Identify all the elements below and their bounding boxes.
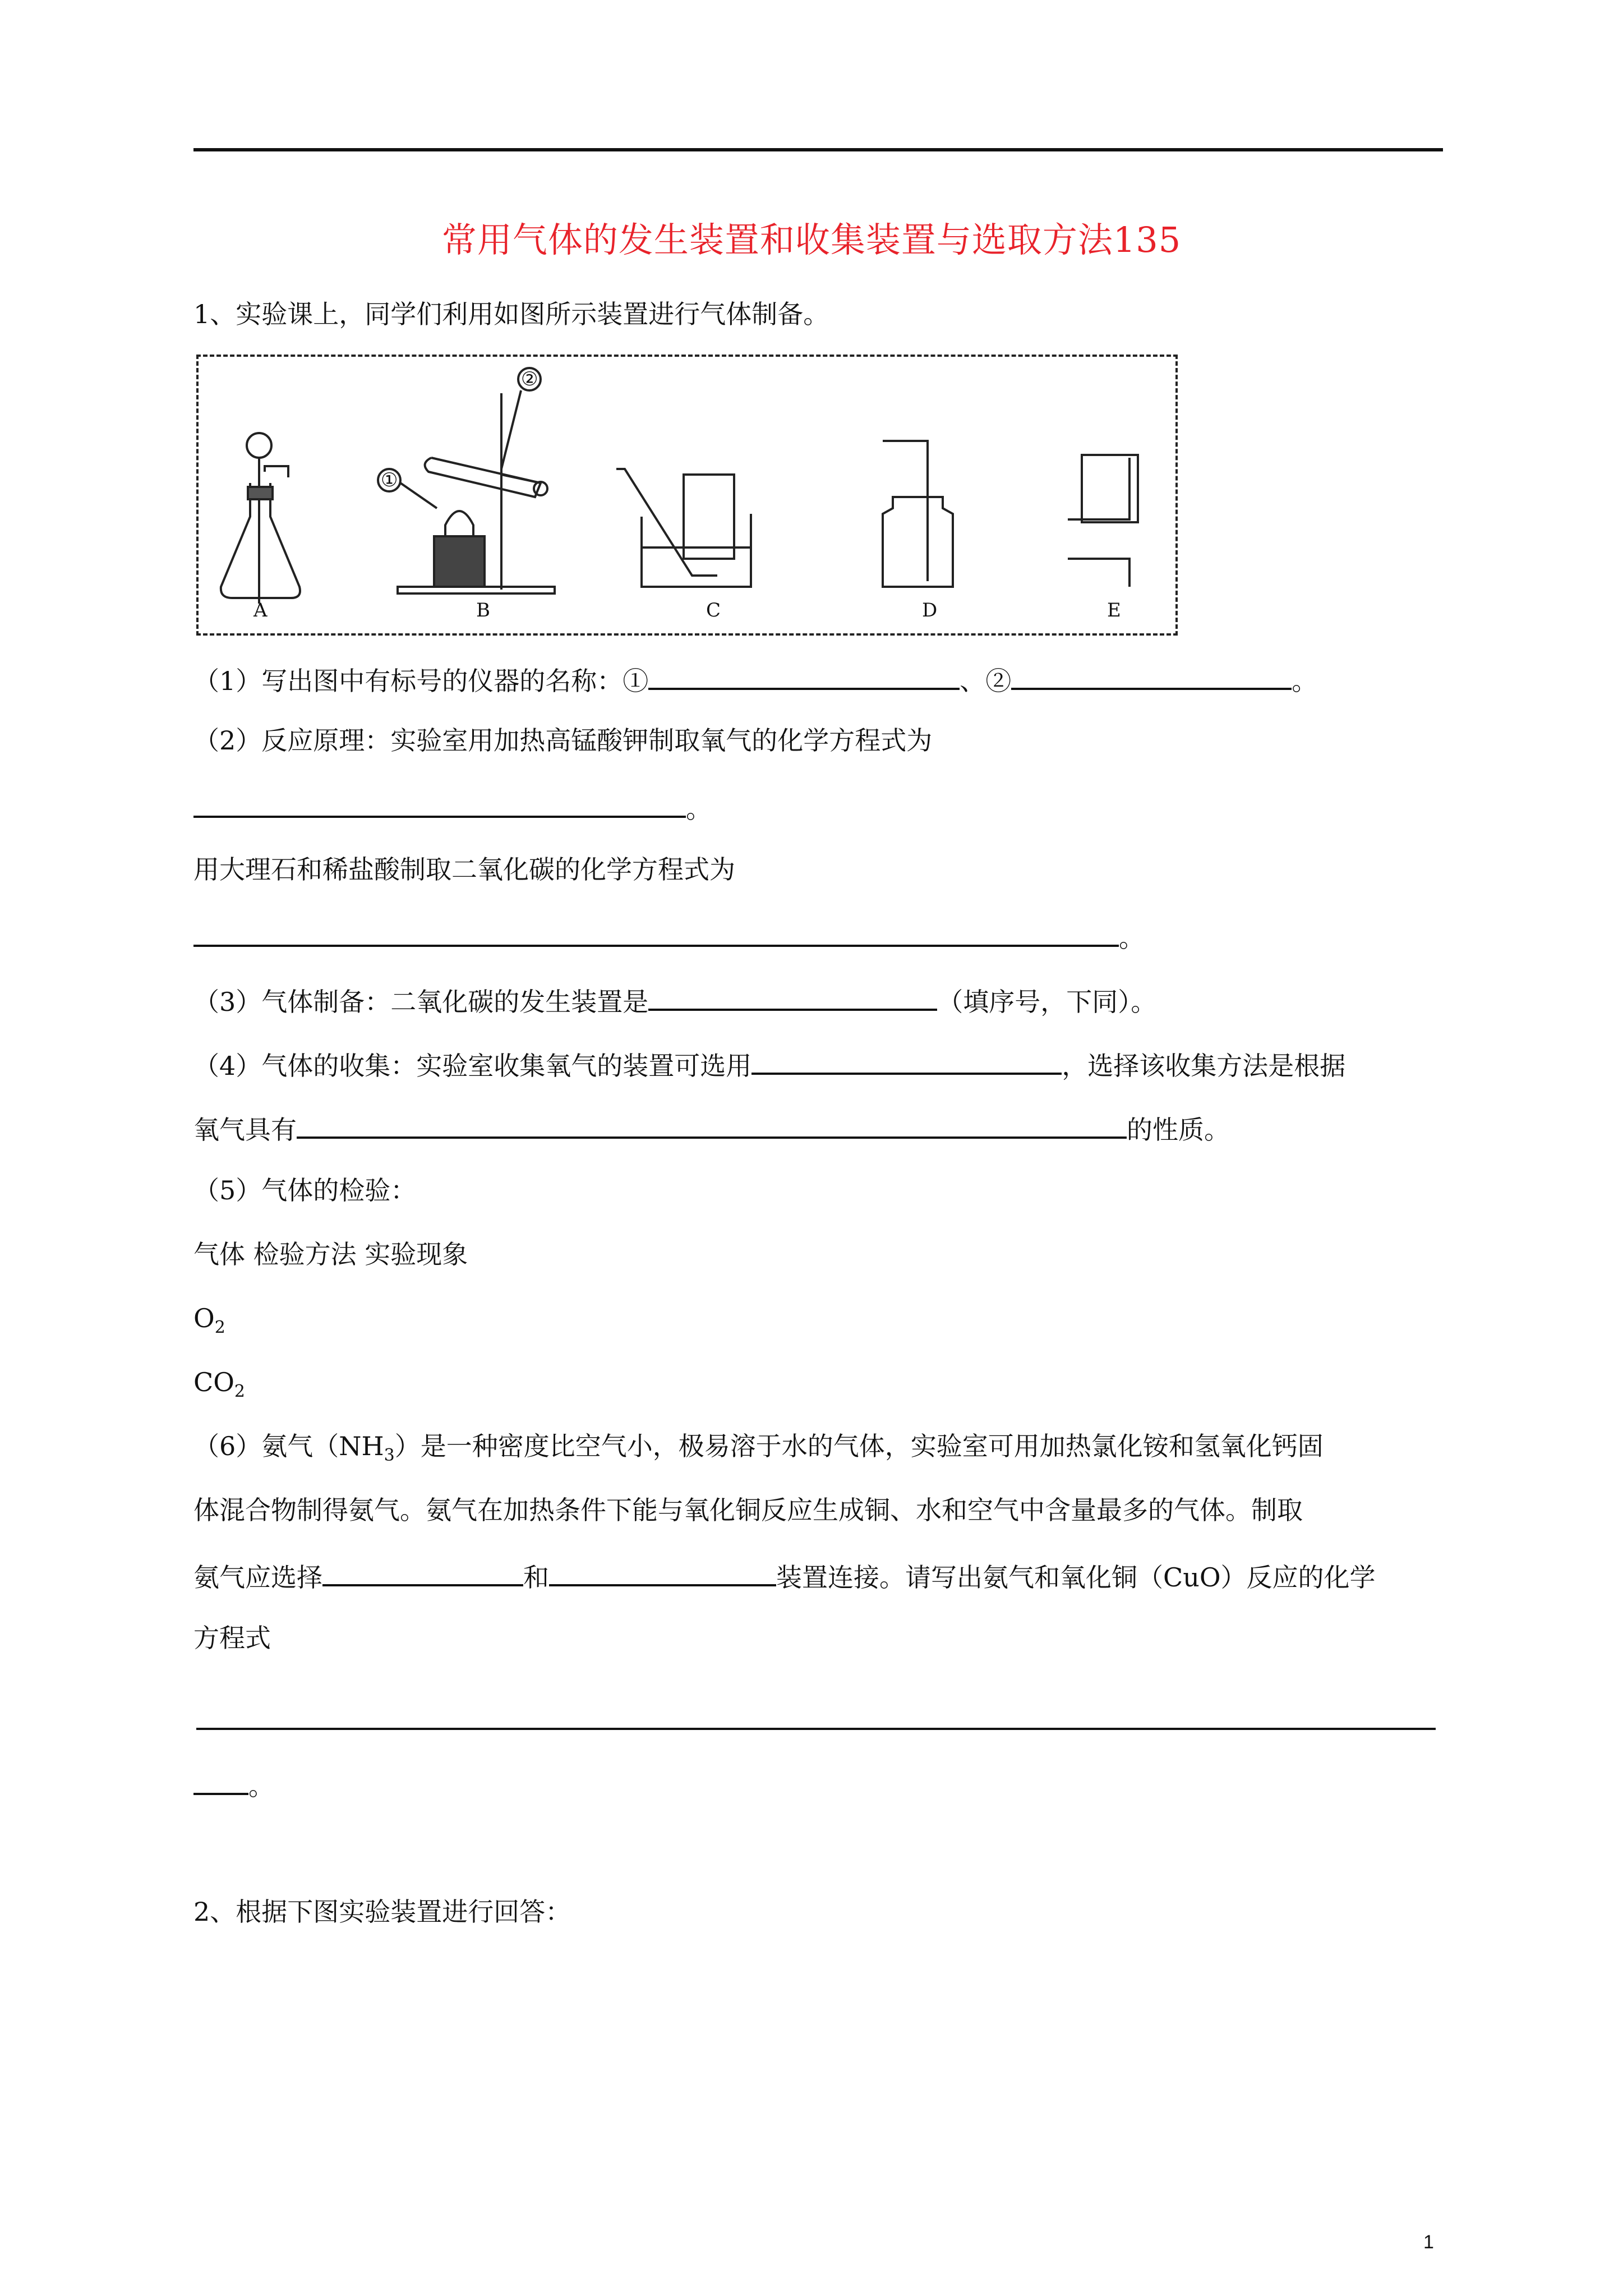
p4b-suffix: 的性质。 [1127,1115,1230,1145]
p4-prefix: （4）气体的收集：实验室收集氧气的装置可选用 [193,1051,752,1081]
question-1-part-1 [193,661,1317,698]
p6-a1: （6）氨气（NH [193,1431,384,1461]
p6-a2: ）是一种密度比空气小，极易溶于水的气体，实验室可用加热氯化铵和氢氧化钙固 [394,1431,1324,1461]
question-1-part-6-b: 体混合物制得氨气。氨气在加热条件下能与氧化铜反应生成铜、水和空气中含量最多的气体。制取 [193,1495,1303,1525]
apparatus-c-trough [616,469,751,587]
p2b-end: 。 [1119,923,1145,953]
check-row-o2 [193,1301,225,1345]
p2-end: 。 [686,794,712,824]
question-1-part-6-d: 方程式 [193,1623,271,1653]
answer-blank-1[interactable] [648,661,960,690]
apparatus-d-bottle [883,441,953,587]
question-2-intro: 2、根据下图实验装置进行回答： [193,1897,571,1927]
answer-blank-2[interactable] [1011,661,1292,690]
page-number: 1 [1423,2231,1434,2253]
question-1-part-6-end [193,1766,274,1803]
question-1-part-5: （5）气体的检验： [193,1175,417,1205]
question-1-part-2: （2）反应原理：实验室用加热高锰酸钾制取氧气的化学方程式为 [193,725,933,756]
p1-end: 。 [1292,666,1318,696]
apparatus-drawing [199,357,1175,633]
answer-blank-10[interactable] [196,1728,1436,1730]
p6-c1: 氨气应选择 [193,1562,322,1593]
answer-blank-5[interactable] [648,982,937,1011]
label-d: D [922,599,938,622]
label-c: C [706,599,721,622]
apparatus-e-bottle [1068,455,1138,587]
question-1-part-4b [193,1110,1230,1147]
row-co2-sub: 2 [234,1382,246,1402]
p3-prefix: （3）气体制备：二氧化碳的发生装置是 [193,987,649,1017]
p4b-prefix: 氧气具有 [193,1115,297,1145]
answer-blank-11[interactable] [193,1766,248,1795]
p6-c3: 装置连接。请写出氨气和氧化铜（CuO）反应的化学 [776,1562,1376,1593]
question-1-part-2b-answer [193,918,1145,955]
label-b: B [476,599,490,622]
p6-end: 。 [248,1771,274,1801]
header-rule [193,148,1443,151]
check-row-co2 [193,1365,245,1409]
p1-prefix: （1）写出图中有标号的仪器的名称：① [193,666,649,696]
question-1-part-2-answer [193,789,712,826]
marker-1: ① [381,469,398,491]
row-co2-base: CO [193,1367,234,1397]
label-a: A [253,599,268,622]
answer-blank-4[interactable] [193,918,1119,947]
answer-blank-8[interactable] [322,1557,523,1586]
question-1-part-3 [193,982,1156,1019]
apparatus-b-stand [378,368,555,593]
apparatus-figure [196,355,1178,636]
p6-a-sub: 3 [384,1446,395,1466]
p6-c2: 和 [523,1562,549,1593]
row-o2-sub: 2 [214,1318,225,1338]
p1-mid: 、② [960,666,1012,696]
check-table-header: 气体 检验方法 实验现象 [193,1239,468,1269]
p4-suffix: ，选择该收集方法是根据 [1062,1051,1346,1081]
question-1-part-6-a [193,1429,1324,1473]
marker-2: ② [521,368,538,390]
question-1-part-2b: 用大理石和稀盐酸制取二氧化碳的化学方程式为 [193,854,735,885]
answer-blank-9[interactable] [549,1557,776,1586]
question-1-intro: 1、实验课上，同学们利用如图所示装置进行气体制备。 [193,299,829,329]
apparatus-a-flask [221,433,300,604]
p3-suffix: （填序号，下同）。 [937,987,1157,1017]
page-title: 常用气体的发生装置和收集装置与选取方法135 [441,219,1182,260]
question-1-part-6-c [193,1557,1376,1594]
answer-blank-7[interactable] [297,1110,1127,1139]
label-e: E [1107,599,1121,622]
question-1-part-4 [193,1046,1345,1083]
row-o2-base: O [193,1303,215,1333]
answer-blank-6[interactable] [751,1046,1062,1075]
answer-blank-3[interactable] [193,789,686,818]
